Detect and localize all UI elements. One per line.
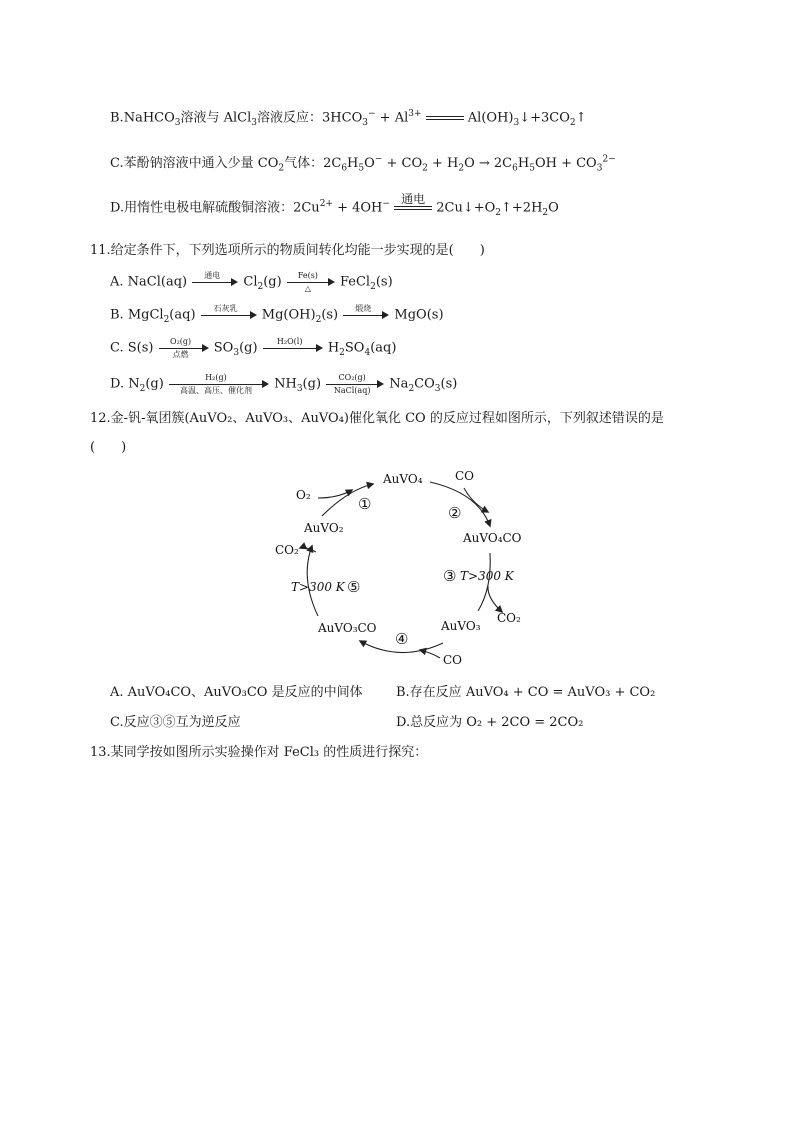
- q11-option-c: C. S(s) O₂(g) 点燃 $SO_3(g)$ H₂O(l) $H_2SO_4(aq)$: [110, 337, 397, 359]
- q11-option-a: A. NaCl(aq) 通电 $Cl_2(g)$ Fe(s) △ FeCl$_2$(s): [110, 271, 393, 293]
- q12-stem-paren: ( ): [90, 440, 127, 455]
- equals-sign: [426, 108, 464, 128]
- reaction-arrow: 煅烧: [343, 305, 389, 325]
- reaction-arrow: 通电: [192, 272, 238, 292]
- species-auvo3co: AuVO₃CO: [318, 621, 377, 635]
- q11-option-b: B. MgCl$_2$(aq) 石灰乳 $Mg(OH)_2(s)$ 煅烧 MgO(s): [110, 304, 444, 326]
- reaction-arrow: Fe(s) △: [287, 272, 335, 292]
- co-input-top-arrow: [464, 488, 488, 512]
- step-4: ④: [395, 630, 409, 648]
- temp-3: T>300 K: [460, 569, 514, 583]
- q13-stem: 13.某同学按如图所示实验操作对 FeCl₃ 的性质进行探究：: [90, 745, 428, 760]
- label-co-bottom: CO: [443, 653, 463, 667]
- q10-option-b: B.NaHCO$_3$溶液与 AlCl$_3$溶液反应：$3HCO_3^- + Al^{3+}$ $Al(OH)_3↓+3CO_2↑$: [110, 109, 587, 129]
- o2-input-arrow: [318, 490, 352, 498]
- step-1: ①: [358, 495, 372, 513]
- species-auvo4co: AuVO₄CO: [463, 531, 522, 545]
- q11-option-d: D. $N_2(g)$ H₂(g) 高温、高压、催化剂 $NH_3(g)$ CO₂(g) NaCl(aq) $Na_2CO_3(s)$: [110, 373, 458, 395]
- q12-option-c: C.反应③⑤互为逆反应: [110, 715, 241, 730]
- q12-stem: 12.金-钒-氧团簇(AuVO₂、AuVO₃、AuVO₄)催化氧化 CO 的反应过程如图所示，下列叙述错误的是: [90, 411, 664, 426]
- step-3: ③: [443, 567, 457, 585]
- step-2: ②: [448, 504, 462, 522]
- co2-output-left-arrow: [300, 548, 316, 553]
- reaction-arrow: CO₂(g) NaCl(aq): [326, 374, 384, 394]
- label-o2: O₂: [296, 488, 311, 502]
- electrolysis-sign: 通电: [394, 198, 432, 218]
- q12-option-d: D.总反应为 O₂ + 2CO = 2CO₂: [396, 715, 584, 730]
- temp-5: T>300 K: [291, 580, 345, 594]
- co-input-bottom-arrow: [420, 650, 440, 658]
- label-co-top: CO: [455, 469, 475, 483]
- q11-stem: 11.给定条件下，下列选项所示的物质间转化均能一步实现的是( ): [90, 243, 485, 258]
- label-co2-left: CO₂: [275, 543, 299, 557]
- q10-option-d: D.用惰性电极电解硫酸铜溶液：$2Cu^{2+} + 4OH^-$ 通电 $2Cu↓+O_2↑+2H_2O$: [110, 192, 559, 219]
- q10-option-c: C.苯酚钠溶液中通入少量 $CO_2$气体：$2C_6H_5O^- + CO_2 + H_2O \to 2C_6H_5OH + CO_3^{2-}$: [110, 154, 616, 174]
- step-5: ⑤: [347, 578, 361, 596]
- species-auvo2: AuVO₂: [304, 521, 344, 535]
- reaction-arrow: O₂(g) 点燃: [159, 338, 209, 358]
- co2-output-right-arrow: [488, 586, 502, 612]
- reaction-arrow: H₂(g) 高温、高压、催化剂: [169, 374, 269, 394]
- reaction-arrow: H₂O(l): [263, 338, 323, 358]
- species-auvo3: AuVO₃: [441, 619, 481, 633]
- species-auvo4: AuVO₄: [383, 472, 423, 486]
- q12-option-b: B.存在反应 AuVO₄ + CO = AuVO₃ + CO₂: [396, 685, 656, 700]
- catalytic-cycle-diagram: [0, 468, 794, 668]
- reaction-arrow: 石灰乳: [201, 305, 257, 325]
- label-co2-right: CO₂: [497, 611, 521, 625]
- q12-option-a: A. AuVO₄CO、AuVO₃CO 是反应的中间体: [110, 685, 363, 700]
